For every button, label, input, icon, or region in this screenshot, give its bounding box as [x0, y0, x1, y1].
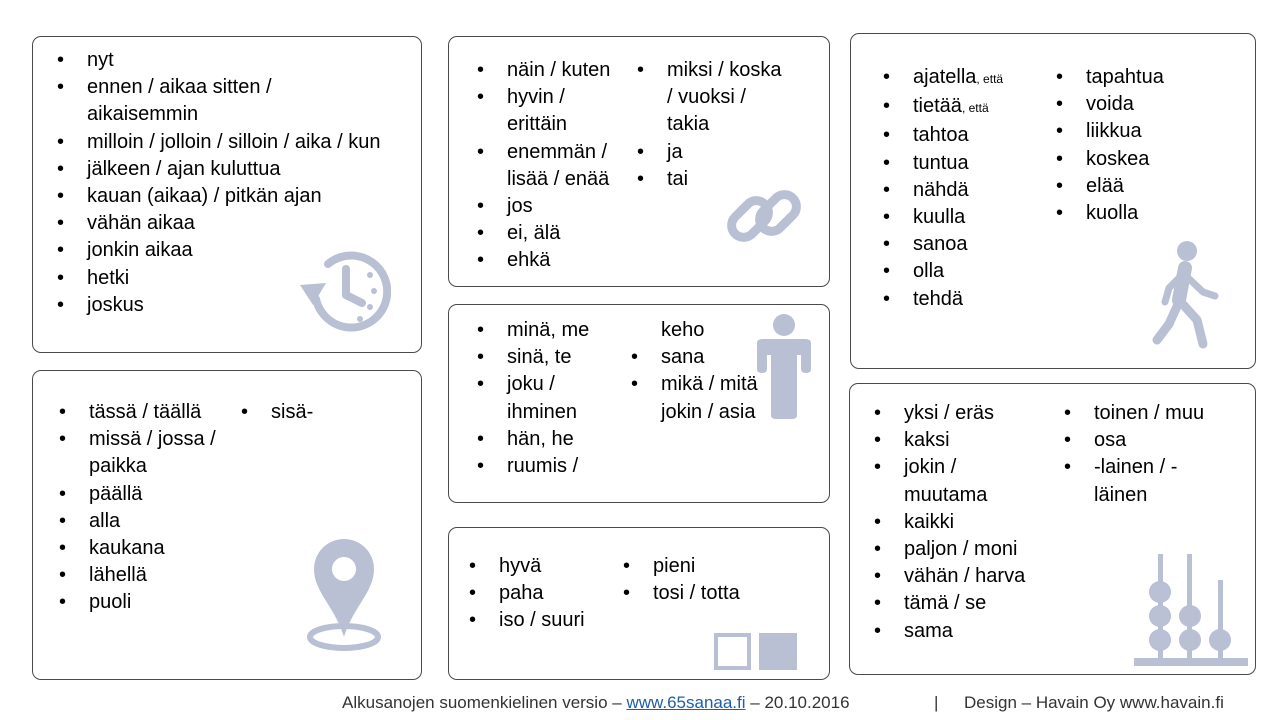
list-item: • vähän aikaa [57, 210, 380, 237]
list-item: • paljon / moni [874, 536, 1025, 563]
list-item: • hyvä [469, 553, 585, 580]
list-item: • nähdä [883, 177, 1003, 204]
list-item: • joskus [57, 292, 380, 319]
list-item [883, 93, 1003, 122]
list-item: • nyt [57, 47, 380, 74]
person-icon [751, 311, 817, 421]
list-item: takia [667, 113, 710, 136]
list-item: • liikkua [1056, 118, 1164, 145]
list-item: • hyvin / [477, 84, 610, 111]
quality-words-box [448, 527, 830, 680]
list-item: • sama [874, 618, 1025, 645]
list-item: • ehkä [477, 247, 610, 274]
list-item: • vähän / harva [874, 563, 1025, 590]
list-item: • ennen / aikaa sitten / [57, 74, 380, 101]
footer-design-credit: Design – Havain Oy www.havain.fi [964, 693, 1224, 712]
list-item: / vuoksi / [667, 86, 746, 109]
verb-words-list [883, 64, 1003, 313]
quantity-words-list [874, 400, 1025, 645]
list-item: • kuolla [1056, 200, 1164, 227]
list-item: • tässä / täällä [59, 399, 216, 426]
list-item: • kauan (aikaa) / pitkän ajan [57, 183, 380, 210]
list-item: • koskea [1056, 146, 1164, 173]
quantity-words-box [849, 383, 1256, 675]
footer-credit [342, 693, 850, 713]
list-item: paikka [89, 455, 147, 478]
list-item: muutama [904, 483, 988, 506]
list-item: • jonkin aikaa [57, 237, 380, 264]
list-item: • alla [59, 508, 216, 535]
list-item: läinen [1094, 483, 1148, 506]
verb-label: ajatella [913, 66, 977, 88]
list-item: • olla [883, 258, 1003, 285]
clock-history-icon [296, 247, 391, 332]
list-item: • kaksi [874, 427, 1025, 454]
list-item: ihminen [507, 400, 578, 423]
list-item: • toinen / muu [1064, 400, 1204, 427]
list-item: • päällä [59, 481, 216, 508]
list-item: • ei, älä [477, 220, 610, 247]
list-item: • tehdä [883, 286, 1003, 313]
list-item: • jälkeen / ajan kuluttua [57, 156, 380, 183]
verb-words-box [850, 33, 1256, 369]
list-item: • sinä, te [477, 344, 589, 371]
list-item: • kaikki [874, 509, 1025, 536]
list-item: • ja [637, 139, 781, 166]
list-item: • -lainen / - [1064, 454, 1204, 481]
list-item: aikaisemmin [87, 103, 199, 126]
quality-words-list-2 [623, 553, 740, 607]
list-item: • kaukana [59, 535, 216, 562]
list-item: • tämä / se [874, 590, 1025, 617]
list-item: • missä / jossa / [59, 426, 216, 453]
list-item: • hetki [57, 265, 380, 292]
list-item: jokin / asia [661, 400, 756, 423]
list-item: • yksi / eräs [874, 400, 1025, 427]
list-item: • puoli [59, 589, 216, 616]
list-item: • mikä / mitä [631, 371, 758, 398]
list-item: • minä, me [477, 317, 589, 344]
list-item: • ruumis / [477, 453, 589, 480]
verb-note: , että [961, 101, 989, 116]
walking-person-icon [1151, 240, 1223, 352]
connector-words-list-2 [637, 57, 781, 193]
verb-note: , että [976, 72, 1004, 86]
footer-separator: | [934, 693, 939, 712]
footer-prefix: Alkusanojen suomenkielinen versio – [342, 693, 622, 712]
verb-label: tietää [913, 95, 962, 118]
list-item: • sanoa [883, 231, 1003, 258]
list-item: lisää / enää [507, 167, 610, 190]
list-item: • sisä- [241, 399, 313, 426]
quantity-words-list-2 [1064, 400, 1204, 509]
person-words-list [477, 317, 589, 480]
list-item: • pieni [623, 553, 740, 580]
list-item: • näin / kuten [477, 57, 610, 84]
quality-words-list [469, 553, 585, 635]
place-words-list-2 [241, 399, 313, 426]
list-item: • tosi / totta [623, 580, 740, 607]
location-pin-icon [305, 537, 383, 655]
list-item: • elää [1056, 173, 1164, 200]
list-item: erittäin [507, 113, 568, 136]
footer-date: – 20.10.2016 [750, 693, 850, 712]
place-words-list [59, 399, 216, 617]
place-words-box [32, 370, 422, 680]
connector-words-box [448, 36, 830, 287]
list-item: • miksi / koska [637, 57, 781, 84]
list-item: keho [661, 319, 705, 341]
list-item: • lähellä [59, 562, 216, 589]
abacus-icon [1132, 550, 1252, 670]
list-item: • tapahtua [1056, 64, 1164, 91]
footer [0, 693, 1280, 717]
list-item: • voida [1056, 91, 1164, 118]
list-item: • enemmän / [477, 139, 610, 166]
person-words-box [448, 304, 830, 503]
time-words-box [32, 36, 422, 353]
list-item: • jos [477, 193, 610, 220]
list-item: • paha [469, 580, 585, 607]
list-item [883, 64, 1003, 93]
person-words-list-2 [631, 317, 758, 426]
list-item: • milloin / jolloin / silloin / aika / kun [57, 129, 380, 156]
list-item: • tuntua [883, 150, 1003, 177]
list-item: • joku / [477, 371, 589, 398]
list-item: • iso / suuri [469, 607, 585, 634]
website-link[interactable]: www.65sanaa.fi [626, 693, 746, 712]
squares-icon [713, 630, 803, 672]
list-item: • jokin / [874, 454, 1025, 481]
list-item: • sana [631, 344, 758, 371]
connector-words-list [477, 57, 610, 275]
list-item: • tahtoa [883, 122, 1003, 149]
list-item: • osa [1064, 427, 1204, 454]
verb-words-list-2 [1056, 64, 1164, 227]
chain-link-icon [725, 177, 805, 257]
list-item: • kuulla [883, 204, 1003, 231]
list-item: • hän, he [477, 426, 589, 453]
list-item: • tai [637, 166, 781, 193]
